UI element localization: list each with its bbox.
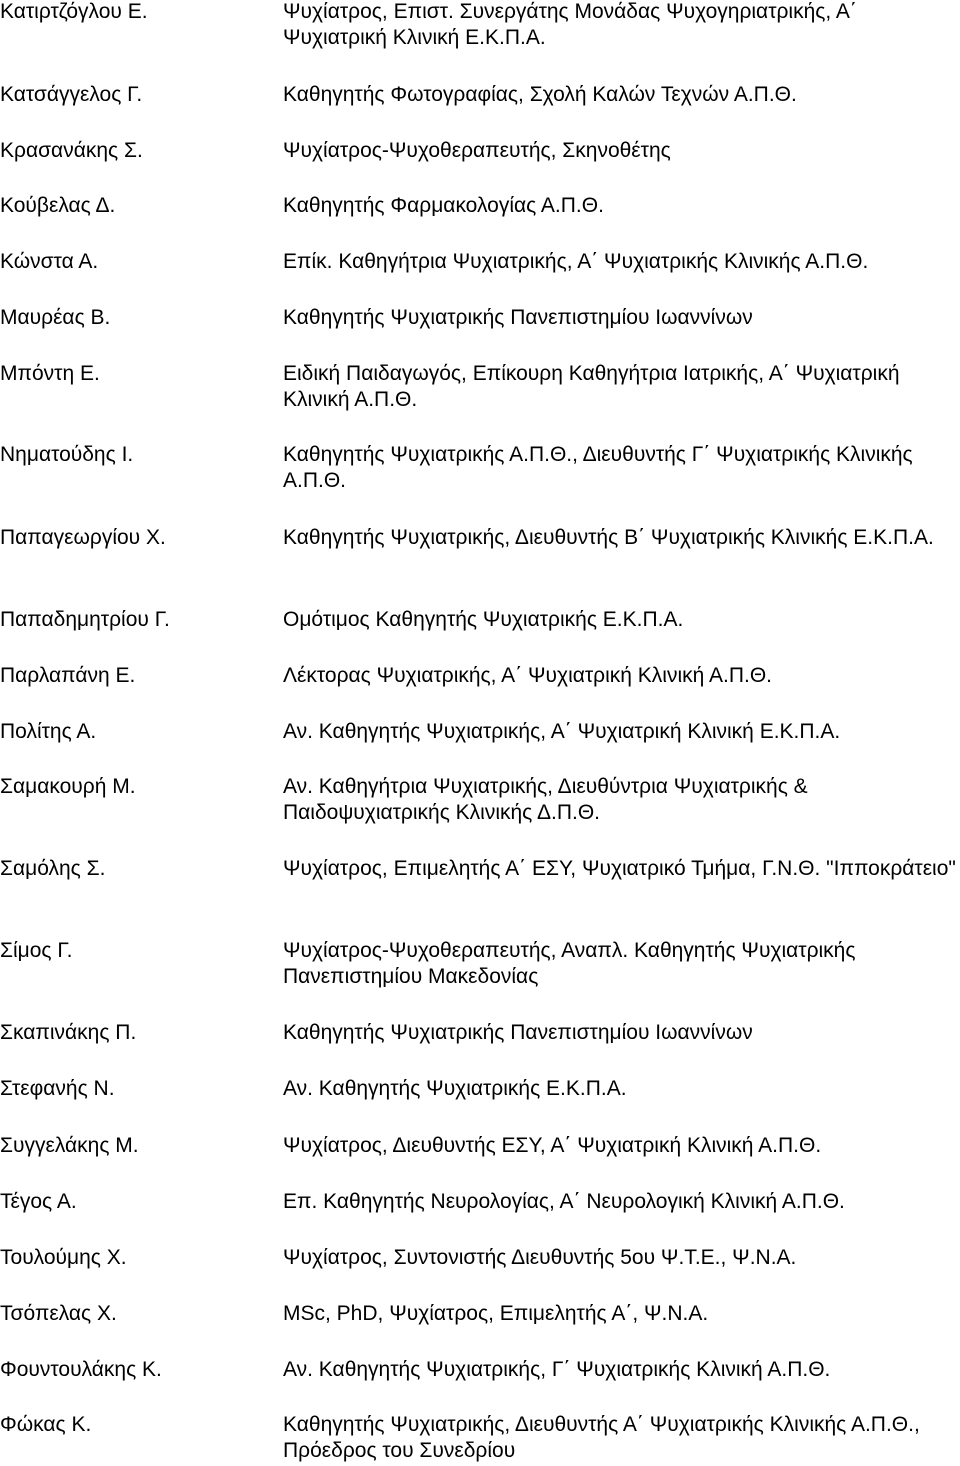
person-name: Νηματούδης Ι. <box>0 443 134 466</box>
person-title: Ψυχίατρος, Επιστ. Συνεργάτης Μονάδας Ψυχογηριατρικής, Α΄ Ψυχιατρική Κλινική Ε.Κ.Π.Α. <box>283 0 857 49</box>
person-title: Ψυχίατρος, Διευθυντής ΕΣΥ, Α΄ Ψυχιατρική Κλινική Α.Π.Θ. <box>283 1134 822 1157</box>
person-name: Σαμακουρή Μ. <box>0 775 136 798</box>
person-name: Παπαδημητρίου Γ. <box>0 608 170 631</box>
person-name: Μαυρέας Β. <box>0 306 111 329</box>
person-name: Κατιρτζόγλου Ε. <box>0 0 148 23</box>
person-title: Αν. Καθηγητής Ψυχιατρικής, Α΄ Ψυχιατρική Κλινική Ε.Κ.Π.Α. <box>283 720 841 743</box>
person-name: Τσόπελας Χ. <box>0 1302 117 1325</box>
person-name: Κατσάγγελος Γ. <box>0 83 143 106</box>
person-title: Καθηγητής Ψυχιατρικής, Διευθυντής Β΄ Ψυχιατρικής Κλινικής Ε.Κ.Π.Α. <box>283 526 934 549</box>
person-name: Συγγελάκης Μ. <box>0 1134 139 1157</box>
person-title: Αν. Καθηγήτρια Ψυχιατρικής, Διευθύντρια Ψυχιατρικής & Παιδοψυχιατρικής Κλινικής Δ.Π.Θ. <box>283 775 808 824</box>
person-name: Παρλαπάνη Ε. <box>0 664 136 687</box>
person-title: Ψυχίατρος-Ψυχοθεραπευτής, Σκηνοθέτης <box>283 139 671 162</box>
person-name: Μπόντη Ε. <box>0 362 100 385</box>
person-name: Κώνστα Α. <box>0 250 99 273</box>
person-name: Παπαγεωργίου Χ. <box>0 526 166 549</box>
person-title: Επ. Καθηγητής Νευρολογίας, Α΄ Νευρολογική Κλινική Α.Π.Θ. <box>283 1190 845 1213</box>
person-name: Σίμος Γ. <box>0 939 73 962</box>
person-name: Φουντουλάκης Κ. <box>0 1358 162 1381</box>
person-title: Ψυχίατρος-Ψυχοθεραπευτής, Αναπλ. Καθηγητής Ψυχιατρικής Πανεπιστημίου Μακεδονίας <box>283 939 856 988</box>
person-title: Ομότιμος Καθηγητής Ψυχιατρικής Ε.Κ.Π.Α. <box>283 608 684 631</box>
person-title: Καθηγητής Φαρμακολογίας Α.Π.Θ. <box>283 194 604 217</box>
person-title: Καθηγητής Φωτογραφίας, Σχολή Καλών Τεχνών Α.Π.Θ. <box>283 83 797 106</box>
person-name: Κούβελας Δ. <box>0 194 116 217</box>
person-name: Τέγος Α. <box>0 1190 77 1213</box>
person-name: Σαμόλης Σ. <box>0 857 106 880</box>
person-title: Αν. Καθηγητής Ψυχιατρικής, Γ΄ Ψυχιατρικής Κλινική Α.Π.Θ. <box>283 1358 831 1381</box>
person-title: Καθηγητής Ψυχιατρικής Πανεπιστημίου Ιωαννίνων <box>283 306 753 329</box>
person-name: Σκαπινάκης Π. <box>0 1021 137 1044</box>
person-name: Κρασανάκης Σ. <box>0 139 143 162</box>
person-name: Τουλούμης Χ. <box>0 1246 127 1269</box>
person-title: Λέκτορας Ψυχιατρικής, Α΄ Ψυχιατρική Κλινική Α.Π.Θ. <box>283 664 772 687</box>
person-title: Ψυχίατρος, Συντονιστής Διευθυντής 5ου Ψ.Τ.Ε., Ψ.Ν.Α. <box>283 1246 797 1269</box>
person-title: Καθηγητής Ψυχιατρικής Πανεπιστημίου Ιωαννίνων <box>283 1021 753 1044</box>
person-title: Καθηγητής Ψυχιατρικής Α.Π.Θ., Διευθυντής Γ΄ Ψυχιατρικής Κλινικής Α.Π.Θ. <box>283 443 913 492</box>
person-name: Πολίτης Α. <box>0 720 97 743</box>
person-name: Στεφανής Ν. <box>0 1077 115 1100</box>
person-name: Φώκας Κ. <box>0 1413 92 1436</box>
person-title: Ειδική Παιδαγωγός, Επίκουρη Καθηγήτρια Ιατρικής, Α΄ Ψυχιατρική Κλινική Α.Π.Θ. <box>283 362 900 411</box>
person-title: Επίκ. Καθηγήτρια Ψυχιατρικής, Α΄ Ψυχιατρικής Κλινικής Α.Π.Θ. <box>283 250 869 273</box>
person-title: Καθηγητής Ψυχιατρικής, Διευθυντής Α΄ Ψυχιατρικής Κλινικής Α.Π.Θ., Πρόεδρος του Συνεδρίου <box>283 1413 920 1462</box>
person-title: MSc, PhD, Ψυχίατρος, Επιμελητής Α΄, Ψ.Ν.Α. <box>283 1302 709 1325</box>
person-title: Ψυχίατρος, Επιμελητής Α΄ ΕΣΥ, Ψυχιατρικό Τμήμα, Γ.Ν.Θ. "Ιπποκράτειο" <box>283 857 956 880</box>
person-title: Αν. Καθηγητής Ψυχιατρικής Ε.Κ.Π.Α. <box>283 1077 627 1100</box>
